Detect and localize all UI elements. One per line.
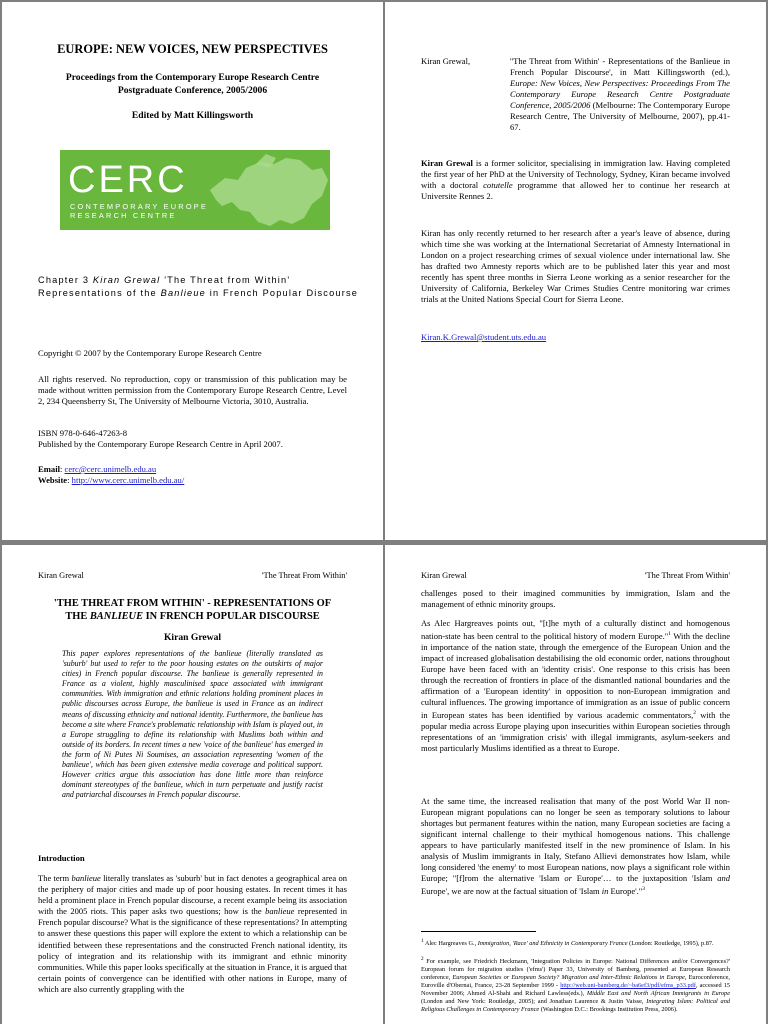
article-heading-line-2 [32,611,353,624]
body-text: Europe'… to the juxtaposition 'Islam [576,873,713,883]
citation-reference [510,56,730,133]
contact-block [38,464,363,486]
body-paragraph-1 [421,618,730,754]
footnote-text: , Euroconference, Euroville d'Obernai, France, 23-28 September 1999 - [421,974,730,990]
footnote-text: , accessed 15 November 2006; Ahmed Al-Shahi and Richard Lawless(eds.), [421,982,731,998]
page-1-title-page [2,2,383,540]
footnote-text: For example, see Friedrich Heckmann, 'Integration Policies in Europe: National Differences and/or Convergences?' European forum for migration studies ('efms') Paper 33, University of Bamberg, presented at European Research conference, [421,958,730,982]
body-paragraph-2 [421,796,730,897]
book-editor: Edited by Matt Killingsworth [131,110,254,121]
chapter-heading [38,274,363,299]
intro-text: The term [38,873,70,883]
running-head-left: Kiran Grewal [38,571,84,580]
website-label: Website [38,475,68,485]
author-email[interactable]: Kiran.K.Grewal@student.uts.edu.au [421,332,547,342]
cerc-logo-text: CERC [68,159,188,201]
intro-text: represented in French popular discourse? What is the significance of these representations? In attempting to answer these questions this paper will explore the extent to which a relationship can be identified between these representations and the constructed French national identity, its policy of integration and its relationship with its immigrant and ethnic minority communities. While this paper looks specifically at the situation in France, it is argued that certain points of convergence can be identified with other nations in Europe, many of which are also currently grappling with the [38,906,348,994]
footnote-number: 2 [421,956,424,962]
article-abstract: This paper explores representations of the banlieue (literally translated as 'suburb' but used to refer to the poor housing estates on the outskirts of major cities) in French popular discourse. The banlieue is generally represented in France as a violent, highly masculinised space associated with immigrant communities. With immigration and ethnic relations holding prominent places in public discourses across Europe, the banlieue is used in France as an indirect means of discussing ethnicity and national identity. Furthermore, the banlieue has become a site where France's problematic relationship with Islam is played out, in a Europe struggling to define its relationship with Muslims both within and outside of its borders. In recent times a new 'voice of the banlieue' has emerged in the form of Ni Putes Ni Soumises, an association representing 'women of the banlieue', which has been given extensive media coverage and political support. However critics argue this association has done little more than reinforce dominant stereotypes of the banlieue, which in turn perpetuate and justify racist and patriarchal discourses in French popular discourse. [62,649,323,800]
isbn-block [38,428,363,450]
author-bio-paragraph-2: Kiran has only recently returned to her research after a year's leave of absence, during which time she was working at the International Secretariat of Amnesty International in London on a project researching crimes of sexual violence under international law. She has drafted two Amnesty reports which are to be published later this year and most recently has spent three months in Sierra Leone working as a senior researcher for the University of California, Berkeley War Crimes Studies Centre monitoring war crimes trials at the United Nations Special Court for Sierra Leone. [421,228,730,304]
introduction-heading: Introduction [38,853,85,863]
footnote-text: Alec Hargreaves G., [424,940,477,948]
citation-book: Europe: New Voices, New Perspectives: Proceedings From The Contemporary Europe Research Centre Postgraduate Conference, 2005/2006 [510,78,730,110]
bio-text: programme that allowed her to continue her research at Universite Rennes 2. [421,180,730,201]
footnote-ref-3[interactable]: 3 [642,886,645,892]
email-label: Email [38,464,60,474]
website-link[interactable]: http://www.cerc.unimelb.edu.au/ [71,475,185,485]
running-head-left: Kiran Grewal [421,571,467,580]
email-link[interactable]: cerc@cerc.unimelb.edu.au [64,464,157,474]
bio-text: cotutelle [483,180,513,190]
footnote-text: (London: Routledge, 1995), p.87. [629,940,714,948]
footnote-text: Middle East and North African Immigrants in Europe [586,990,730,998]
footnote-text: (Washington D.C.: Brookings Institution Press, 2006). [540,1006,678,1014]
book-title: EUROPE: NEW VOICES, NEW PERSPECTIVES [57,42,328,56]
intro-text: literally translates as 'suburb' but in fact denotes a geographical area on the periphery of major cities and made up of poor housing estates. In recent times it has held a prominent place in French popular discourse, a recent example being its association with the 2005 riots. This paper asks two questions; how is the [38,873,348,917]
chapter-title-part: 'The Threat from Within' [164,275,291,285]
chapter-title-part: in French Popular [209,287,303,298]
author-bio-paragraph-1 [421,158,730,202]
footnote-ref-1[interactable]: 1 [668,631,671,637]
footnote-text: (London and New York: Routledge, 2005); and Jonathan Laurence & Justin Vaisse, [421,998,644,1006]
page-4-article-continued [385,545,766,1024]
body-paragraph-continued: challenges posed to their imagined communities by immigration, Islam and the management of ethnic minority groups. [421,588,730,609]
body-text: and [717,873,731,883]
citation-title: ''The Threat from Within' - Representations of the Banlieue in French Popular Discourse', in Matt Killingsworth (ed.), [510,56,730,77]
body-text: At the same time, the increased realisation that many of the post World War II non-European migrant populations can no longer be seen as temporary solutions to labour shortages but permanent features within the nation, many European societies are facing a significant internal challenge to their mythical homogenous nations. This challenge appears to have particularly manifested itself in the new prominence of Islam. In his analysis of Muslim immigrants in Italy, Stefano Allievi demonstrates how Islam, while long considered 'the enemy' to most European nations, now plays a significant role within Europe; "[f]rom the alternative 'Islam [421,796,730,883]
footnote-ref-2[interactable]: 2 [693,709,696,716]
article-author: Kiran Grewal [163,632,222,643]
footnote-text: Immigration, 'Race' and Ethnicity in Contemporary France [477,940,628,948]
bio-name: Kiran Grewal [421,158,473,168]
footnote-divider [421,931,536,932]
logo-sub-1: CONTEMPORARY EUROPE [70,202,209,211]
body-text: in [601,885,609,896]
citation-details: (Melbourne: The Contemporary Europe Research Centre, The University of Melbourne, 2007), pp.41-67. [510,100,730,132]
footnote-2 [421,955,730,1014]
isbn: ISBN 978-0-646-47263-8 [38,428,128,438]
publication-note: Published by the Contemporary Europe Research Centre in April 2007. [38,439,283,449]
body-text: Europe', we are now at the factual situation of 'Islam [421,885,600,896]
subtitle-line-2: Postgraduate Conference, 2005/2006 [117,84,268,96]
chapter-title-part: Discourse [306,287,359,298]
chapter-title-part: Representations of the [38,287,157,298]
heading-part: BANLIEUE [89,610,143,622]
footnote-text: Integrating Islam: Political and Religious Challenges in Contemporary France [421,998,730,1014]
website-line: Website: http://www.cerc.unimelb.edu.au/ [38,475,185,485]
body-text: with the popular media across Europe playing upon insecurities within European societies through representations of an 'immigration crisis' with illegal immigrants, asylum-seekers and most particularly Muslims identified as a threat to Europe. [421,709,730,753]
footnote-link[interactable]: http://web.uni-bamberg.de/~ba6ef3/pdf/efms_p33.pdf [560,982,696,990]
intro-text: banlieue [265,906,295,917]
copyright-notice: Copyright © 2007 by the Contemporary Europe Research Centre [38,348,262,358]
chapter-author: Kiran Grewal [92,275,161,285]
body-text: As Alec Hargreaves points out, "[t]he myth of a culturally distinct and homogenous nation-state has been central to the political history of modern Europe." [421,618,730,641]
subtitle-line-1: Proceedings from the Contemporary Europe Research Centre [65,72,320,83]
intro-text: banlieue [71,873,101,883]
running-head-right: 'The Threat From Within' [645,571,730,580]
heading-part: THE [65,610,88,622]
logo-sub-2: RESEARCH CENTRE [70,211,177,220]
author-email-link[interactable] [421,332,546,343]
page-2-citation-page [385,2,766,540]
body-text: Europe'." [610,885,643,896]
footnote-number: 1 [421,938,424,944]
footnote-1 [421,937,730,948]
cerc-logo-subtitle [70,202,208,220]
body-text: With the decline in importance of the nation state, through the emergence of the European Union and the impact of increased globalisation destabilising the old economic order, nations throughout Europe have been faced with an 'identity crisis'. One response to this crisis has been through the recreation of frontiers in place of the dismantled national boundaries and the affirmation of a 'European identity' in opposition to non-European immigration and cultural influences. The growing importance of immigration as an issue of public concern in European states has been identified by various academic commentators, [421,630,730,720]
rights-notice: All rights reserved. No reproduction, copy or transmission of this publication may be made without written permission from the Contemporary Europe Research Centre, Level 2, 234 Queensberry St, The University of Melbourne Victoria, 3010, Australia. [38,374,347,406]
citation-author: Kiran Grewal, [421,56,471,66]
bio-text: is a former solicitor, specialising in immigration law. Having completed the first year of her PhD at the University of Technology, Sydney, Kiran became involved with a doctoral [421,158,730,190]
body-text: or [564,873,572,883]
cerc-logo [60,150,330,230]
footnote-text: European Societies or European Society? Migration and Inter-Ethnic Relations in Europe [452,974,685,982]
email-line: Email: cerc@cerc.unimelb.edu.au [38,464,157,474]
article-heading-line-1: 'THE THREAT FROM WITHIN' - REPRESENTATIONS OF [53,598,332,609]
introduction-paragraph [38,873,347,995]
article-heading [32,598,353,624]
heading-part: IN FRENCH POPULAR DISCOURSE [145,610,320,622]
chapter-title-part: Banlieue [160,287,206,298]
page-3-article-start [2,545,383,1024]
chapter-number: Chapter 3 [38,275,90,285]
book-subtitle [16,72,369,97]
running-head-right: 'The Threat From Within' [262,571,347,580]
